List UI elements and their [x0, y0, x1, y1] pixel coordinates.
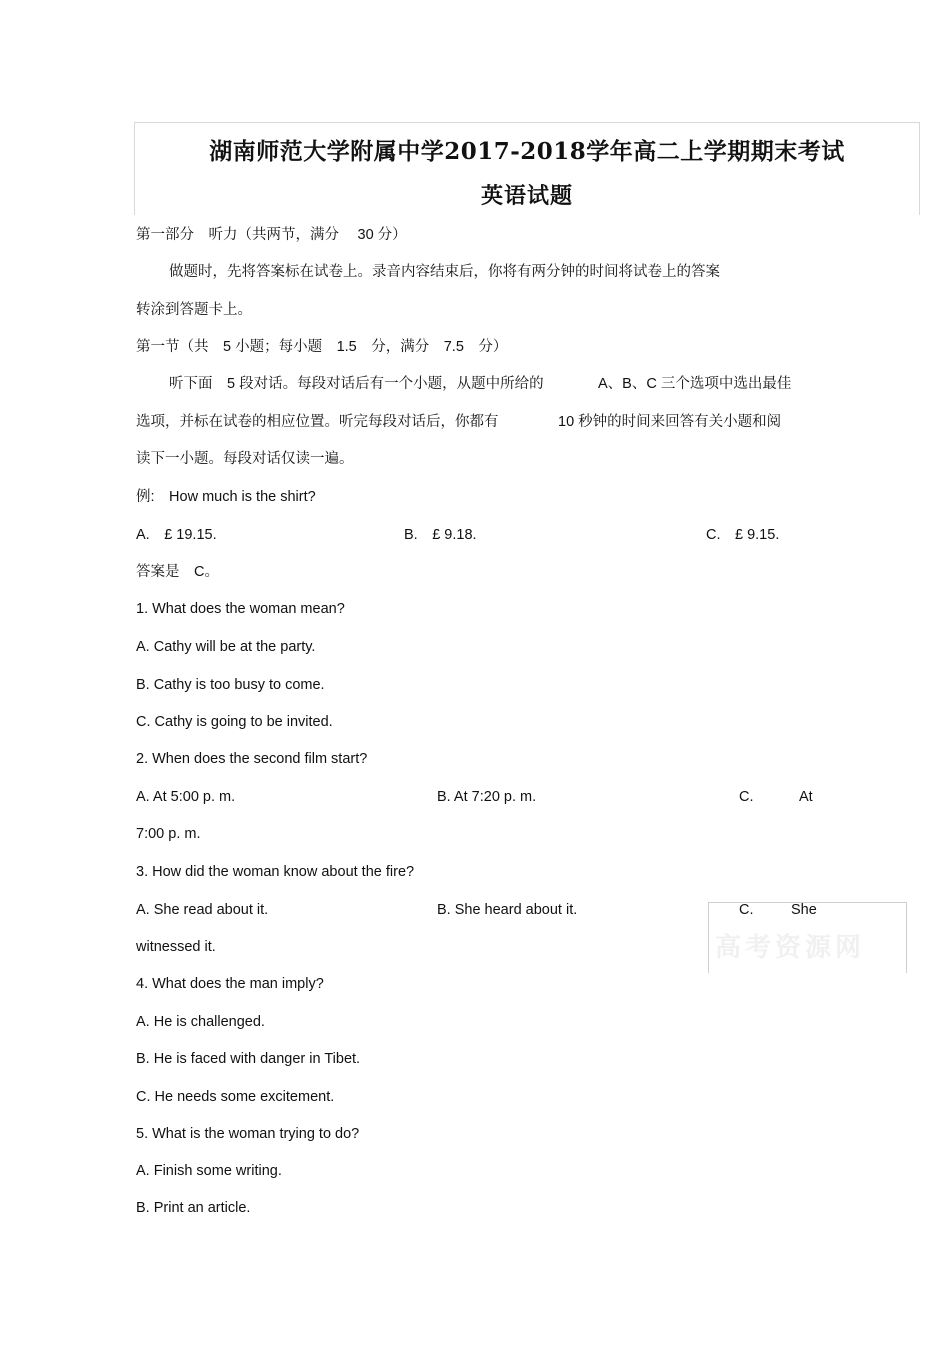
example-option-b: B. £ 9.18.: [404, 527, 477, 543]
question-2-option-c-rest: 7:00 p. m.: [136, 826, 201, 842]
part1-instruction-1: 做题时，先将答案标在试卷上。录音内容结束后，你将有两分钟的时间将试卷上的答案: [169, 264, 720, 280]
question-4-stem: 4. What does the man imply?: [136, 976, 324, 992]
question-3-option-c-start: She: [791, 902, 817, 918]
section1-heading: 第一节（共 5 小题；每小题 1.5 分，满分 7.5 分）: [136, 339, 508, 355]
question-5-option-b: B. Print an article.: [136, 1200, 251, 1216]
question-3-stem: 3. How did the woman know about the fire?: [136, 864, 415, 880]
question-3-option-a: A. She read about it.: [136, 902, 269, 918]
question-2-stem: 2. When does the second film start?: [136, 751, 368, 767]
question-4-option-a: A. He is challenged.: [136, 1014, 265, 1030]
part1-instruction-2: 转涂到答题卡上。: [136, 302, 252, 318]
question-1-stem: 1. What does the woman mean?: [136, 601, 345, 617]
question-3-option-c-rest: witnessed it.: [136, 939, 216, 955]
example-question: 例: How much is the shirt?: [136, 489, 316, 505]
question-2-option-a: A. At 5:00 p. m.: [136, 789, 236, 805]
section1-instruction-1a: 听下面 5 段对话。每段对话后有一个小题，从题中所给的: [169, 376, 544, 392]
exam-title: 湖南师范大学附属中学2017-2018学年高二上学期期末考试: [209, 138, 845, 165]
title-frame: [134, 122, 920, 215]
example-option-c: C. £ 9.15.: [706, 527, 780, 543]
example-option-a: A. £ 19.15.: [136, 527, 217, 543]
question-2-option-c-start: At: [799, 789, 813, 805]
question-5-option-a: A. Finish some writing.: [136, 1163, 282, 1179]
exam-subtitle: 英语试题: [480, 183, 573, 209]
question-1-option-b: B. Cathy is too busy to come.: [136, 677, 325, 693]
question-4-option-c: C. He needs some excitement.: [136, 1089, 335, 1105]
question-2-option-c-label: C.: [739, 789, 754, 805]
section1-instruction-2a: 选项，并标在试卷的相应位置。听完每段对话后，你都有: [136, 414, 499, 430]
question-1-option-a: A. Cathy will be at the party.: [136, 639, 316, 655]
question-2-option-b: B. At 7:20 p. m.: [437, 789, 537, 805]
section1-instruction-2b: 10 秒钟的时间来回答有关小题和阅: [558, 414, 782, 430]
section1-instruction-3: 读下一小题。每段对话仅读一遍。: [136, 451, 354, 467]
question-5-stem: 5. What is the woman trying to do?: [136, 1126, 360, 1142]
question-3-option-b: B. She heard about it.: [437, 902, 578, 918]
section1-instruction-1b: A、B、C 三个选项中选出最佳: [598, 376, 792, 392]
watermark-text: 高考资源网: [715, 933, 866, 963]
question-3-option-c-label: C.: [739, 902, 754, 918]
question-1-option-c: C. Cathy is going to be invited.: [136, 714, 333, 730]
question-4-option-b: B. He is faced with danger in Tibet.: [136, 1051, 361, 1067]
part1-heading: 第一部分 听力（共两节，满分 30 分）: [136, 227, 407, 243]
example-answer: 答案是 C。: [136, 564, 219, 580]
